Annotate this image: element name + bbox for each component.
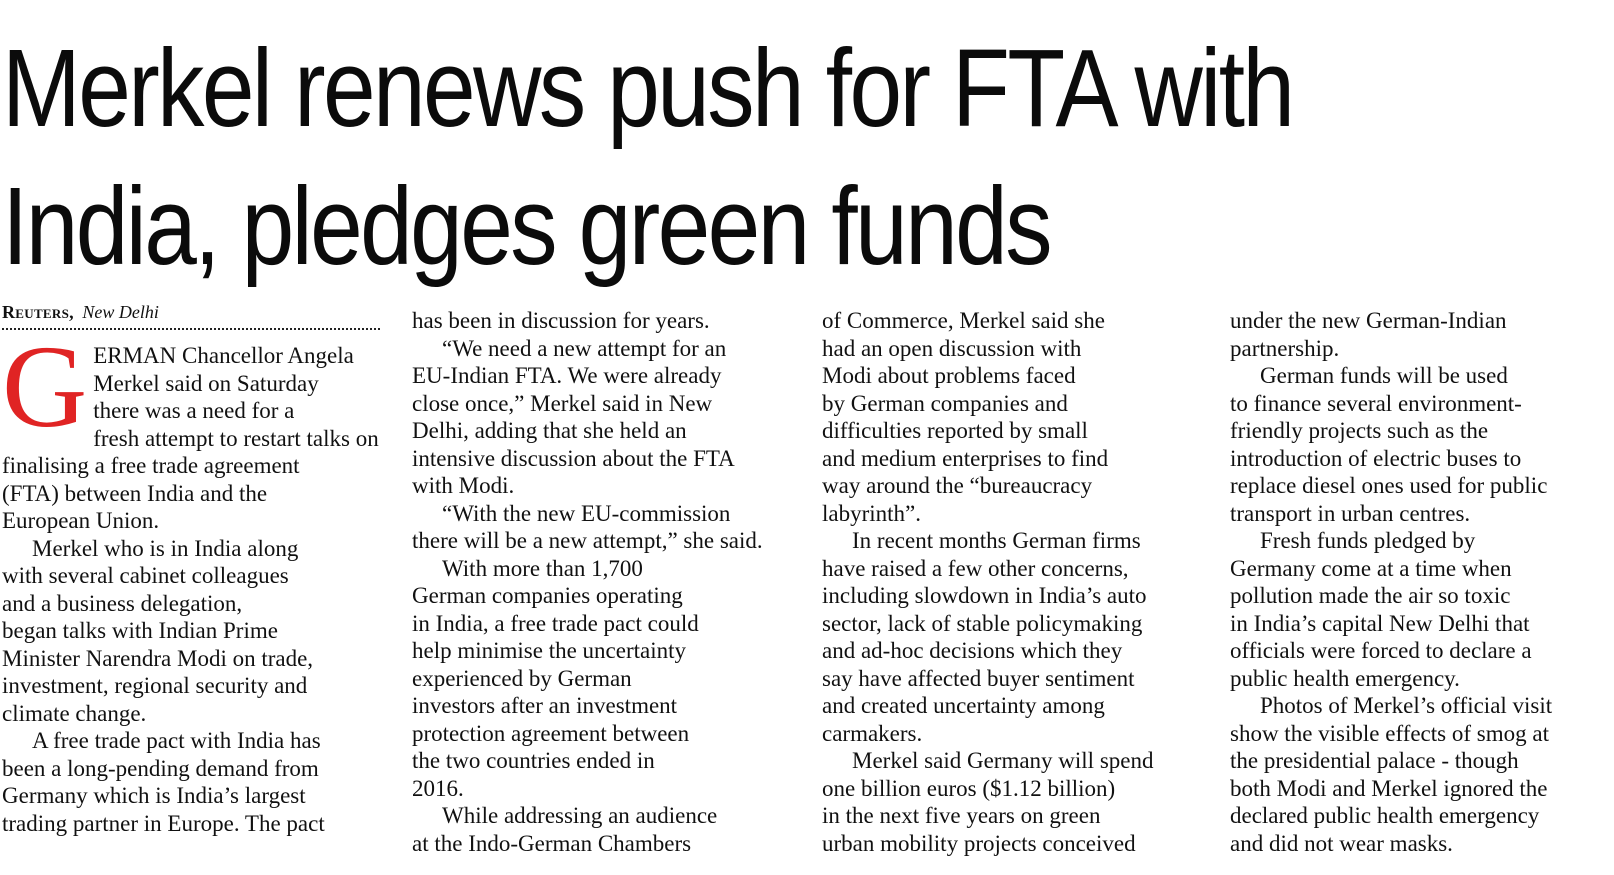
- article-line: difficulties reported by small: [822, 418, 1088, 443]
- article-line: of Commerce, Merkel said she: [822, 308, 1105, 333]
- article-line: have raised a few other concerns,: [822, 555, 1129, 581]
- article-line: Germany come at a time when: [1230, 555, 1512, 581]
- article-line: Minister Narendra Modi on trade,: [2, 645, 314, 671]
- article-line: the two countries ended in: [412, 748, 655, 773]
- article-column-4: [1230, 307, 1614, 857]
- article-line: Merkel who is in India along: [32, 535, 299, 561]
- article-line: say have affected buyer sentiment: [822, 665, 1135, 691]
- article-line: and created uncertainty among: [822, 693, 1105, 718]
- article-line: 2016.: [412, 775, 464, 801]
- article-line: public health emergency.: [1230, 665, 1460, 691]
- article-line: intensive discussion about the FTA: [412, 445, 735, 471]
- article-line: climate change.: [2, 700, 147, 726]
- article-line: ERMAN Chancellor Angela: [93, 343, 354, 368]
- article-line: partnership.: [1230, 335, 1340, 361]
- article-line: the presidential palace - though: [1230, 748, 1519, 773]
- article-line: EU-Indian FTA. We were already: [412, 363, 722, 388]
- article-column-1: [2, 321, 387, 837]
- article-line: close once,” Merkel said in New: [412, 390, 713, 416]
- article-line: declared public health emergency: [1230, 803, 1540, 828]
- article-line: including slowdown in India’s auto: [822, 583, 1147, 608]
- article-line: In recent months German firms: [852, 528, 1141, 553]
- article-line: (FTA) between India and the: [2, 480, 268, 506]
- article-line: in the next five years on green: [822, 803, 1101, 828]
- article-line: and a business delegation,: [2, 590, 243, 616]
- article-column-2: [412, 307, 797, 857]
- article-line: Photos of Merkel’s official visit: [1260, 693, 1553, 718]
- article-line: Merkel said on Saturday: [93, 370, 319, 396]
- article-line: at the Indo-German Chambers: [412, 830, 692, 856]
- article-line: labyrinth”.: [822, 500, 921, 526]
- headline-line-2: India, pledges green funds: [2, 165, 1050, 288]
- article-line: by German companies and: [822, 390, 1068, 416]
- article-line: transport in urban centres.: [1230, 500, 1471, 526]
- article-line: to finance several environment-: [1230, 390, 1522, 416]
- article-line: Modi about problems faced: [822, 363, 1076, 388]
- article-line: in India’s capital New Delhi that: [1230, 610, 1530, 636]
- article-line: experienced by German: [412, 665, 632, 691]
- article-line: help minimise the uncertainty: [412, 638, 687, 663]
- article-line: pollution made the air so toxic: [1230, 583, 1511, 608]
- article-line: protection agreement between: [412, 720, 690, 746]
- article-line: with several cabinet colleagues: [2, 563, 289, 588]
- article-line: Delhi, adding that she held an: [412, 418, 687, 443]
- article-line: “We need a new attempt for an: [442, 335, 727, 361]
- article-line: investment, regional security and: [2, 673, 308, 698]
- article-line: European Union.: [2, 508, 160, 533]
- article-line: introduction of electric buses to: [1230, 445, 1522, 471]
- article-line: investors after an investment: [412, 693, 678, 718]
- article-line: began talks with Indian Prime: [2, 618, 278, 643]
- headline-line-1: Merkel renews push for FTA with: [2, 27, 1293, 150]
- headline: [2, 20, 1378, 296]
- article-line: urban mobility projects conceived: [822, 830, 1136, 856]
- byline-agency: Reuters,: [2, 302, 74, 322]
- article-line: finalising a free trade agreement: [2, 453, 300, 478]
- article-line: had an open discussion with: [822, 335, 1082, 361]
- article-line: there will be a new attempt,” she said.: [412, 528, 763, 553]
- article-line: officials were forced to declare a: [1230, 638, 1532, 663]
- article-line: with Modi.: [412, 473, 515, 498]
- article-line: and medium enterprises to find: [822, 445, 1109, 471]
- byline-place: New Delhi: [82, 302, 159, 322]
- drop-cap: G: [2, 321, 88, 452]
- article-line: in India, a free trade pact could: [412, 610, 699, 636]
- article-line: With more than 1,700: [442, 555, 643, 581]
- article-line: Germany which is India’s largest: [2, 783, 306, 808]
- article-line: replace diesel ones used for public: [1230, 473, 1548, 498]
- article-line: Merkel said Germany will spend: [852, 748, 1154, 773]
- article-line: Fresh funds pledged by: [1260, 528, 1476, 553]
- article-line: show the visible effects of smog at: [1230, 720, 1549, 746]
- article-line: there was a need for a: [93, 398, 295, 423]
- article-line: carmakers.: [822, 720, 923, 746]
- article-line: and did not wear masks.: [1230, 830, 1453, 856]
- article-line: German funds will be used: [1260, 363, 1508, 388]
- article-line: A free trade pact with India has: [32, 728, 321, 753]
- article-line: one billion euros ($1.12 billion): [822, 775, 1116, 801]
- article-line: under the new German-Indian: [1230, 308, 1507, 333]
- article-line: trading partner in Europe. The pact: [2, 810, 325, 836]
- article-line: friendly projects such as the: [1230, 418, 1489, 443]
- article-line: both Modi and Merkel ignored the: [1230, 775, 1548, 801]
- article-line: sector, lack of stable policymaking: [822, 610, 1143, 636]
- article-line: While addressing an audience: [442, 803, 718, 828]
- article-line: fresh attempt to restart talks on: [93, 425, 379, 451]
- article-line: “With the new EU-commission: [442, 500, 731, 526]
- article-line: way around the “bureaucracy: [822, 473, 1093, 498]
- article-column-3: [822, 307, 1207, 857]
- article-line: German companies operating: [412, 583, 683, 608]
- article-line: has been in discussion for years.: [412, 308, 710, 333]
- article-line: been a long-pending demand from: [2, 755, 319, 781]
- article-line: and ad-hoc decisions which they: [822, 638, 1123, 663]
